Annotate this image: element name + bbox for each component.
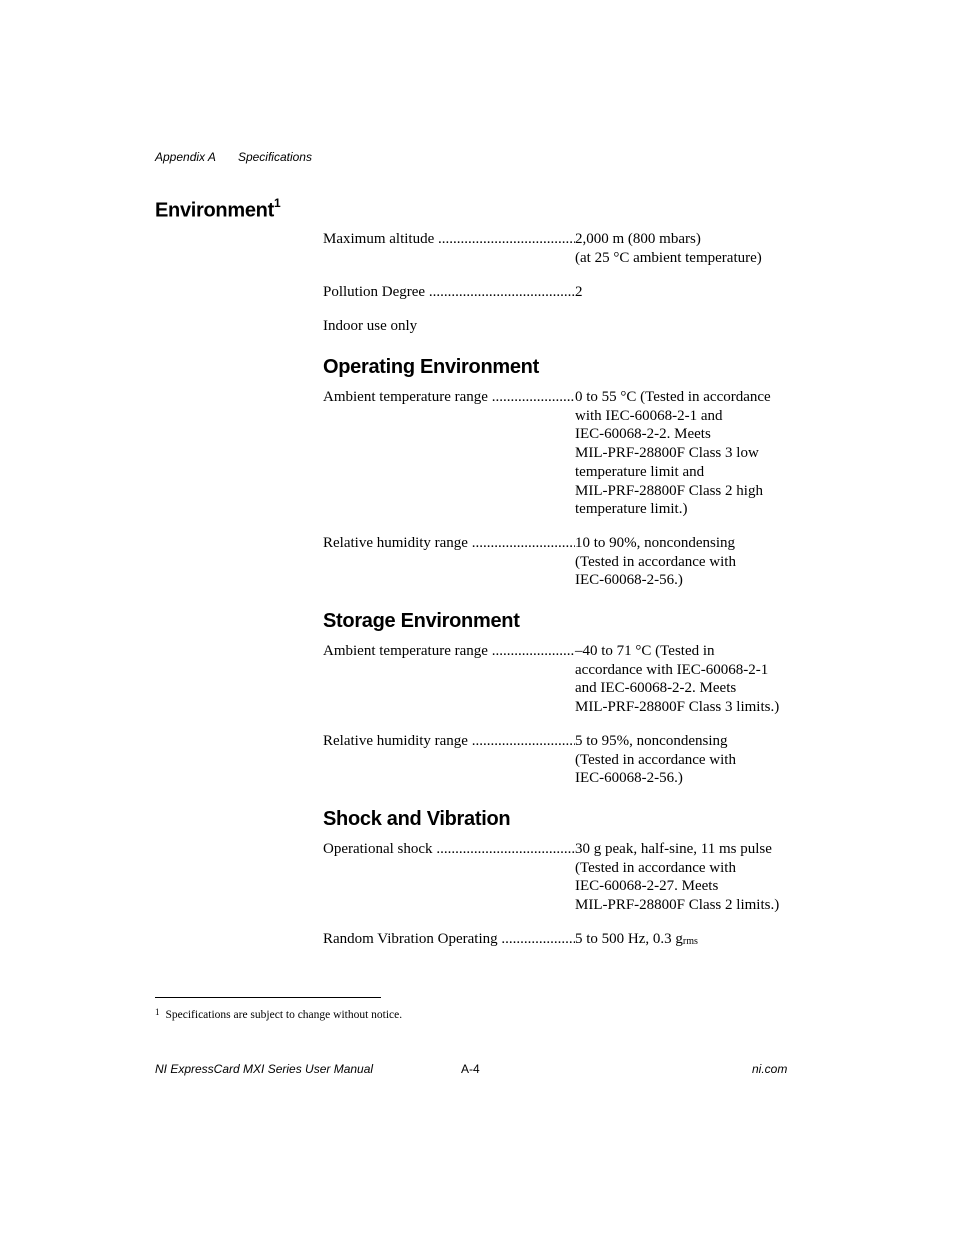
- spec-label: Ambient temperature range .....: [323, 388, 575, 407]
- spec-value: [575, 732, 795, 788]
- spec-value-line: IEC-60068-2-27. Meets: [575, 878, 719, 895]
- footnote-reference: 1: [273, 196, 281, 210]
- spec-label: Maximum altitude .....: [323, 230, 575, 249]
- spec-value-line: MIL-PRF-28800F Class 2 limits.): [575, 897, 780, 914]
- spec-value-line: 2,000 m (800 mbars): [575, 231, 701, 247]
- spec-label: Relative humidity range .....: [323, 534, 575, 553]
- spec-value-line: 10 to 90%, noncondensing: [575, 535, 735, 551]
- spec-value: [575, 930, 795, 951]
- spec-value-line: MIL-PRF-28800F Class 3 low: [575, 445, 759, 462]
- spec-value-line: MIL-PRF-28800F Class 2 high: [575, 482, 763, 499]
- footnote-text: Specifications are subject to change without notice.: [165, 1009, 403, 1021]
- spec-value-line: IEC-60068-2-2. Meets: [575, 426, 711, 443]
- spec-label: Operational shock .....: [323, 840, 575, 859]
- spec-value: [575, 283, 795, 302]
- operating-environment-heading: Operating Environment: [323, 356, 539, 378]
- spec-value-line: (Tested in accordance with: [575, 859, 736, 876]
- spec-value-line: 30 g peak, half-sine, 11 ms pulse: [575, 841, 772, 857]
- footnote-mark: 1: [155, 1007, 160, 1017]
- indoor-use-note: Indoor use only: [323, 318, 418, 334]
- footnote-divider: [155, 997, 381, 998]
- spec-label: Pollution Degree .....: [323, 283, 575, 302]
- spec-value-line: 0 to 55 °C (Tested in accordance: [575, 389, 771, 405]
- environment-title: Environment: [155, 199, 274, 222]
- spec-value: [575, 840, 795, 915]
- spec-value-line: –40 to 71 °C (Tested in: [575, 643, 715, 659]
- vibration-unit-subscript: rms: [682, 936, 698, 947]
- spec-value-line: temperature limit.): [575, 501, 688, 518]
- spec-value-line: MIL-PRF-28800F Class 3 limits.): [575, 699, 780, 716]
- spec-label: Ambient temperature range .....: [323, 642, 575, 661]
- spec-value-line: (Tested in accordance with: [575, 553, 736, 570]
- header-appendix: Appendix A: [155, 150, 216, 164]
- spec-value: [575, 534, 795, 590]
- spec-value-line: IEC-60068-2-56.): [575, 770, 683, 787]
- spec-value-line: 5 to 95%, noncondensing: [575, 733, 728, 749]
- footer-page-number: A-4: [461, 1062, 480, 1076]
- environment-heading: [155, 198, 280, 223]
- spec-label: Random Vibration Operating .....: [323, 930, 575, 949]
- spec-value-line: accordance with IEC-60068-2-1: [575, 661, 769, 678]
- footer-manual-title: NI ExpressCard MXI Series User Manual: [155, 1062, 374, 1076]
- spec-value-line: (Tested in accordance with: [575, 751, 736, 768]
- vibration-value: 5 to 500 Hz, 0.3 g: [575, 931, 683, 947]
- spec-value-line: (at 25 °C ambient temperature): [575, 249, 762, 266]
- spec-value-line: and IEC-60068-2-2. Meets: [575, 680, 737, 697]
- spec-value-line: with IEC-60068-2-1 and: [575, 407, 723, 424]
- spec-value-line: IEC-60068-2-56.): [575, 572, 683, 589]
- footnote: [155, 1009, 402, 1021]
- footer-website: ni.com: [752, 1062, 788, 1076]
- spec-label: Relative humidity range .....: [323, 732, 575, 751]
- storage-environment-heading: Storage Environment: [323, 610, 520, 632]
- header-section: Specifications: [237, 150, 312, 164]
- shock-and-vibration-heading: Shock and Vibration: [323, 808, 511, 830]
- spec-value: [575, 388, 795, 519]
- spec-value-line: 2: [575, 284, 583, 300]
- spec-value: [575, 642, 795, 717]
- running-header: [155, 150, 312, 164]
- spec-value: [575, 230, 795, 267]
- spec-value-line: [575, 930, 795, 951]
- spec-value-line: temperature limit and: [575, 463, 705, 480]
